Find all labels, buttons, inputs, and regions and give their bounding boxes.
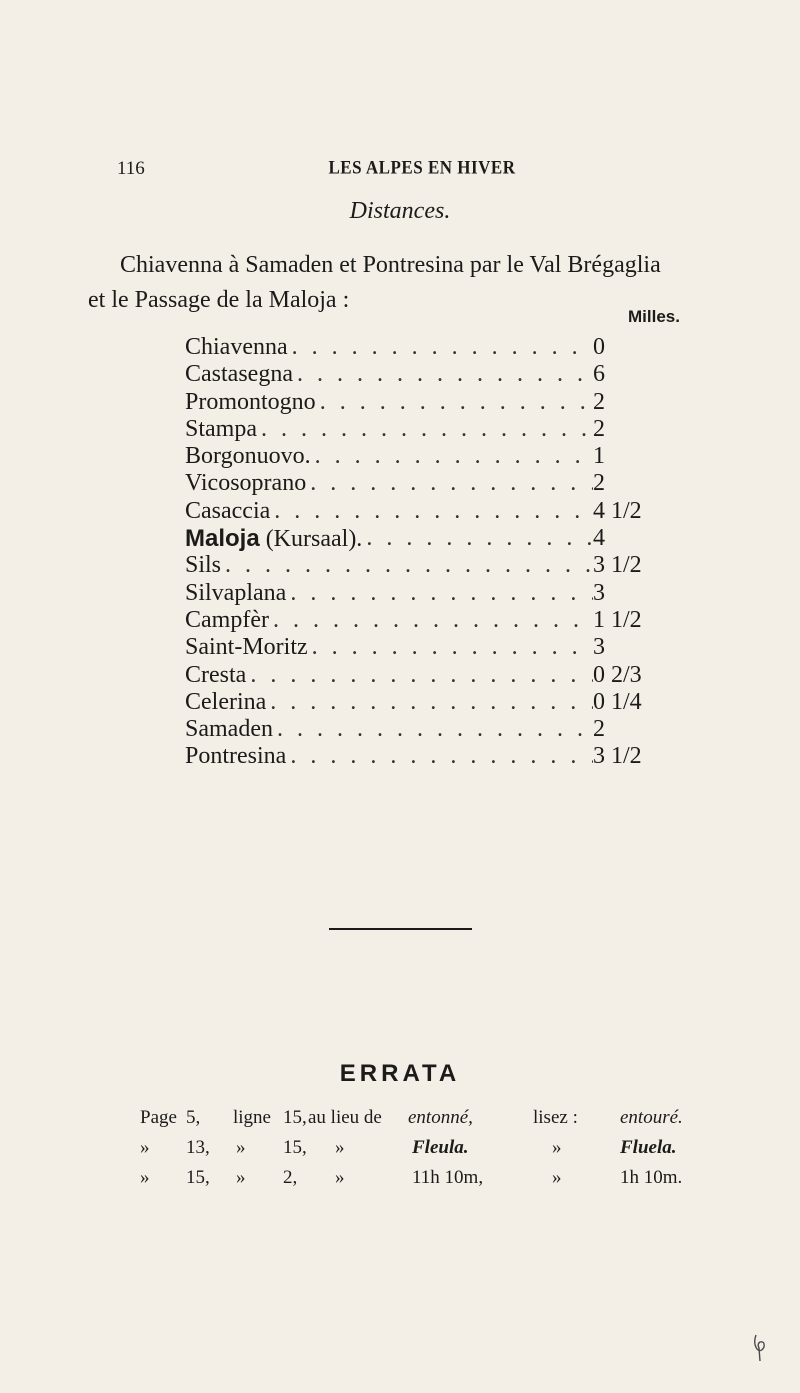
distance-row — [185, 743, 655, 770]
errata-wrong-text: entonné, — [408, 1107, 473, 1128]
errata-instead-of: au lieu de — [308, 1107, 382, 1128]
leader-dots — [316, 389, 593, 416]
leader-dots — [293, 361, 593, 388]
errata-instead-of: » — [335, 1167, 345, 1188]
place-name: Castasegna — [185, 361, 293, 388]
running-head — [117, 158, 727, 188]
errata-correct-text: 1h 10m. — [620, 1167, 683, 1188]
distance-value: 1 1/2 — [593, 606, 642, 633]
distance-row — [185, 607, 655, 634]
page-number: 116 — [117, 158, 145, 179]
route-description-line-1: Chiavenna à Samaden et Pontresina par le Val Brégaglia — [120, 252, 661, 278]
distance-row — [185, 525, 655, 552]
distance-value: 0 — [593, 334, 605, 360]
units-heading: Milles. — [628, 307, 680, 326]
distance-row — [185, 443, 655, 470]
leader-dots — [221, 552, 593, 579]
leader-dots — [311, 443, 593, 470]
route-description-line-2: et le Passage de la Maloja : — [88, 287, 350, 313]
distance-row — [185, 689, 655, 716]
distance-row — [185, 334, 655, 361]
place-name: Cresta — [185, 661, 247, 688]
distance-value: 2 — [593, 415, 605, 442]
distance-row — [185, 416, 655, 443]
leader-dots — [306, 470, 593, 497]
errata-page-number: 15, — [186, 1167, 210, 1188]
distance-row — [185, 389, 655, 416]
place-name: Chiavenna — [185, 334, 288, 360]
leader-dots — [362, 525, 593, 552]
errata-row — [0, 1107, 800, 1137]
distance-row — [185, 470, 655, 497]
leader-dots — [286, 743, 593, 770]
errata-title: ERRATA — [339, 1060, 461, 1087]
errata-line-number: 2, — [283, 1167, 298, 1188]
leader-dots — [266, 689, 593, 716]
errata-read-label: lisez : — [533, 1107, 578, 1128]
library-mark-icon — [752, 1333, 766, 1363]
errata-list — [0, 1107, 800, 1197]
distance-value: 0 1/4 — [593, 688, 642, 715]
place-name: Borgonuovo. — [185, 443, 311, 470]
place-name: Samaden — [185, 716, 273, 743]
distance-row — [185, 552, 655, 579]
leader-dots — [308, 634, 593, 661]
distance-value: 2 — [593, 716, 605, 743]
distance-value: 0 2/3 — [593, 661, 642, 688]
place-name-suffix: (Kursaal). — [265, 526, 363, 553]
distance-value: 1 — [593, 443, 605, 470]
errata-page-label: » — [140, 1137, 150, 1158]
leader-dots — [257, 416, 593, 443]
errata-line-label: » — [236, 1167, 246, 1188]
leader-dots — [246, 662, 593, 689]
place-name: Silvaplana — [185, 579, 287, 606]
leader-dots — [270, 498, 593, 525]
place-name: Casaccia — [185, 497, 271, 524]
distance-value: 3 — [593, 579, 605, 606]
place-name: Stampa — [185, 415, 257, 442]
place-name: Saint-Moritz — [185, 634, 308, 661]
errata-line-number: 15, — [283, 1137, 307, 1158]
errata-row — [0, 1167, 800, 1197]
book-title: LES ALPES EN HIVER — [328, 157, 516, 178]
place-name: Vicosoprano — [185, 470, 307, 497]
distance-row — [185, 498, 655, 525]
place-name: Pontresina — [185, 743, 287, 770]
distance-value: 3 — [593, 634, 605, 661]
errata-line-label: ligne — [233, 1107, 271, 1128]
distance-row — [185, 662, 655, 689]
distance-value: 6 — [593, 361, 605, 388]
place-name: Celerina — [185, 688, 267, 715]
distance-row — [185, 580, 655, 607]
errata-correct-text: Fluela. — [620, 1137, 677, 1158]
leader-dots — [286, 580, 593, 607]
section-title: Distances. — [349, 198, 451, 224]
leader-dots — [269, 607, 593, 634]
place-name — [185, 525, 362, 552]
distance-row — [185, 361, 655, 388]
leader-dots — [288, 334, 593, 361]
distance-row — [185, 716, 655, 743]
errata-instead-of: » — [335, 1137, 345, 1158]
place-name: Promontogno — [185, 388, 316, 415]
errata-read-label: » — [552, 1137, 562, 1158]
distance-table — [185, 334, 655, 771]
errata-page-label: Page — [140, 1107, 177, 1128]
place-name: Sils — [185, 552, 222, 579]
distance-value: 3 1/2 — [593, 552, 642, 579]
errata-correct-text: entouré. — [620, 1107, 683, 1128]
section-divider — [329, 928, 472, 930]
distance-row — [185, 634, 655, 661]
errata-page-number: 5, — [186, 1107, 201, 1128]
leader-dots — [273, 716, 593, 743]
errata-read-label: » — [552, 1167, 562, 1188]
errata-line-label: » — [236, 1137, 246, 1158]
errata-line-number: 15, — [283, 1107, 307, 1128]
errata-row — [0, 1137, 800, 1167]
errata-wrong-text: Fleula. — [412, 1137, 469, 1158]
distance-value: 3 1/2 — [593, 743, 642, 770]
errata-wrong-text: 11h 10m, — [412, 1167, 484, 1188]
place-name: Campfèr — [185, 606, 269, 633]
place-name-bold: Maloja — [185, 525, 260, 553]
distance-value: 2 — [593, 388, 605, 415]
distance-value: 4 — [593, 525, 605, 552]
errata-page-label: » — [140, 1167, 150, 1188]
distance-value: 4 1/2 — [593, 497, 642, 524]
errata-page-number: 13, — [186, 1137, 210, 1158]
distance-value: 2 — [593, 470, 605, 497]
